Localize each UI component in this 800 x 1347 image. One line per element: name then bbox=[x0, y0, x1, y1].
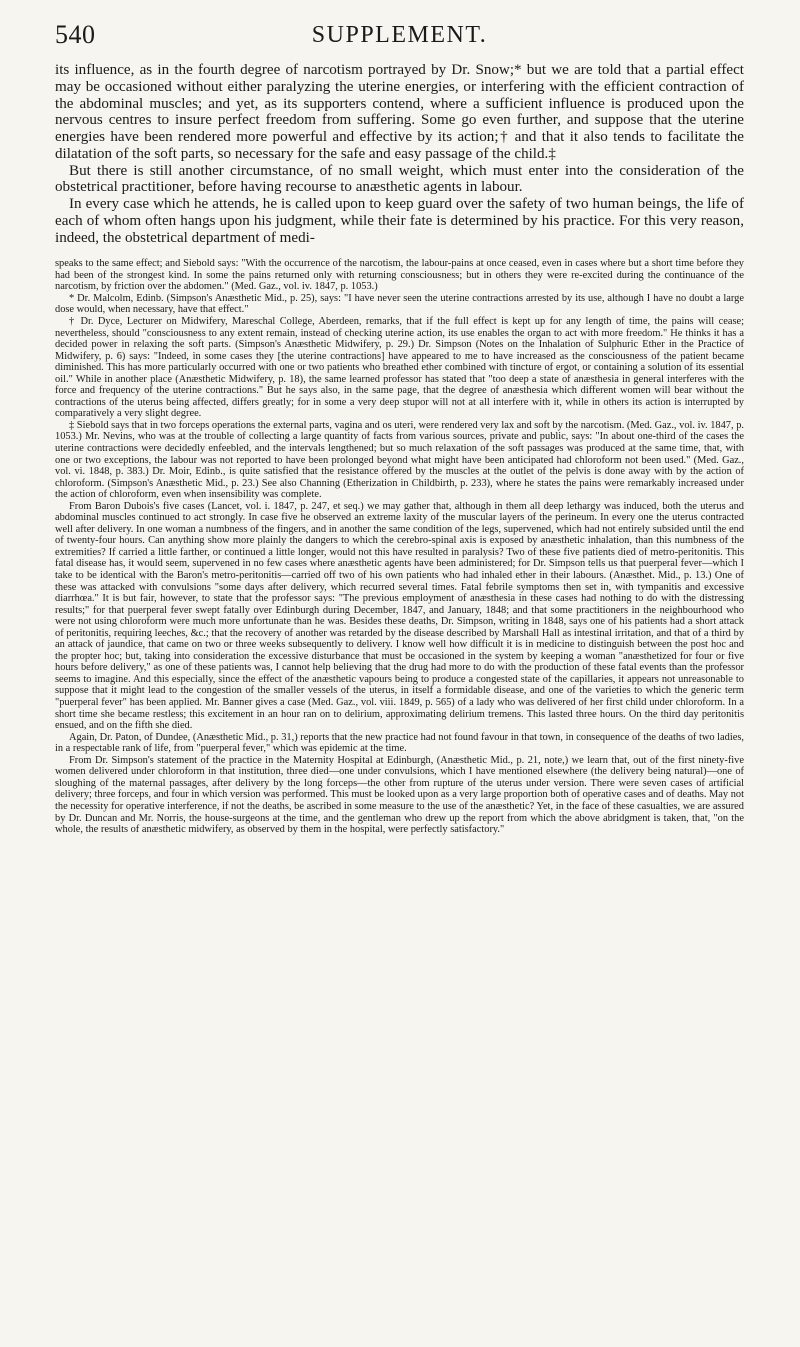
footnote-paragraph: Again, Dr. Paton, of Dundee, (Anæsthetic Mid., p. 31,) reports that the new practice had not found favour in that town, in consequence of the deaths of two ladies, in a respectable rank of life, from "puerperal fever," which was epidemic at the time. bbox=[55, 731, 744, 755]
page-header bbox=[55, 20, 744, 62]
body-paragraph: In every case which he attends, he is called upon to keep guard over the safety of two human beings, the life of each of whom often hangs upon his judgment, while their fate is determined by his practice. For this very reason, indeed, the obstetrical department of medi- bbox=[55, 196, 744, 246]
footnote-dagger: † Dr. Dyce, Lecturer on Midwifery, Mareschal College, Aberdeen, remarks, that if the full effect is kept up for any length of time, the pains will cease; nevertheless, should "consciousness to any extent remain, instead of checking uterine action, its use enables the organ to act with more freedom." He thinks it has a decided power in relaxing the soft parts. (Simpson's Anæsthetic Midwifery, p. 29.) Dr. Simpson (Notes on the Inhalation of Sulphuric Ether in the Practice of Midwifery, p. 6) says: "Indeed, in some cases they [the uterine contractions] have appeared to me to have increased as the consciousness of the patient became diminished. This has more particularly occurred with one or two patients who breathed ether combined with tincture of ergot, or containing a solution of its essential oil." While in another place (Anæsthetic Midwifery, p. 18), the same learned professor has stated that "too deep a state of anæsthesia in general interferes with the force and frequency of the uterine contractions." But he says also, in the same page, that the degree of anæsthesia which different women will bear without the contractions of the uterus being affected, differs greatly; for in some a very deep stupor will not at all interfere with it, while in others its action is interrupted by comparatively a very slight degree. bbox=[55, 315, 744, 420]
footnote-double-dagger: ‡ Siebold says that in two forceps operations the external parts, vagina and os uteri, were rendered very lax and soft by the narcotism. (Med. Gaz., vol. iv. 1847, p. 1053.) Mr. Nevins, who was at the trouble of collecting a large quantity of facts from various sources, private and public, says: "In about one-third of the cases the uterine contractions were decidedly enfeebled, and the intervals lengthened; but so much relaxation of the soft passages was produced at the same time, that, with one or two exceptions, the labour was not reported to have been prolonged beyond what might have been anticipated had chloroform not been used." (Med. Gaz., vol. vi. 1848, p. 383.) Dr. Moir, Edinb., is quite satisfied that the resistance offered by the muscles at the outlet of the pelvis is done away with by the action of chloroform. (Simpson's Anæsthetic Mid., p. 23.) See also Channing (Etherization in Childbirth, p. 233), where he states the pains were remarkably increased under the action of chloroform, even when insensibility was complete. bbox=[55, 419, 744, 501]
running-head: SUPPLEMENT. bbox=[311, 22, 488, 48]
main-text bbox=[55, 62, 744, 246]
body-paragraph: But there is still another circumstance, of no small weight, which must enter into the consideration of the obstetrical practitioner, before having recourse to anæsthetic agents in labour. bbox=[55, 162, 744, 196]
page-number: 540 bbox=[55, 20, 96, 49]
footnote-paragraph: From Dr. Simpson's statement of the practice in the Maternity Hospital at Edinburgh, (Anæsthetic Mid., p. 21, note,) we learn that, out of the first ninety-five women delivered under chloroform in that institution, three died—one under convulsions, which I have mentioned elsewhere (the delivery being natural)—one of sloughing of the maternal passages, after delivery by the long forceps—the other from rupture of the uterus under version. There were seven cases of artificial delivery; three forceps, and four in which version was performed. This must be looked upon as a very large proportion both of operative cases and of deaths. May not the necessity for operative interference, if not the deaths, be ascribed in some measure to the use of the anæsthetic? Yet, in the face of these casualties, we are assured by Dr. Duncan and Mr. Norris, the house-surgeons at the time, and the gentleman who drew up the report from which the above abridgment is taken, that, "on the whole, the results of anæsthetic midwifery, as observed by them in the hospital, were perfectly satisfactory." bbox=[55, 754, 744, 836]
body-paragraph: its influence, as in the fourth degree of narcotism portrayed by Dr. Snow;* but we are told that a partial effect may be occasioned without either paralyzing the uterine energies, or interfering with the efficient contraction of the abdominal muscles; and yet, as its supporters contend, where a sufficient influence is produced upon the nervous centres to insure perfect freedom from suffering. Some go even further, and suppose that the uterine energies have been rendered more powerful and effective by its action;† and that it also tends to facilitate the dilatation of the soft parts, so necessary for the safe and easy passage of the child.‡ bbox=[55, 62, 744, 162]
footnote-continuation: speaks to the same effect; and Siebold says: "With the occurrence of the narcotism, the labour-pains at once ceased, even in cases where but a short time before they had been of the strongest kind. In some the pains returned only with returning consciousness; but in others they were re-excited during the continuance of the narcotism, by friction over the abdomen." (Med. Gaz., vol. iv. 1847, p. 1053.) bbox=[55, 258, 744, 293]
footnotes bbox=[55, 258, 744, 835]
footnote-paragraph: From Baron Dubois's five cases (Lancet, vol. i. 1847, p. 247, et seq.) we may gather that, although in them all deep lethargy was induced, both the uterus and abdominal muscles continued to act strongly. In case five he observed an extreme laxity of the muscular layers of the perineum. In every one the uterus contracted well after delivery. In one woman a numbness of the fingers, and in another the same condition of the legs, supervened, which had not entirely subsided until the end of twenty-four hours. Can anything show more plainly the dangers to which the cerebro-spinal axis is exposed by anæsthetic inhalation, than this numbness of the extremities? If carried a little farther, or continued a little longer, would not this have resulted in paralysis? Two of these five patients died of metro-peritonitis. This fatal disease has, it would seem, supervened in no few cases where anæsthetic agents have been administered; for Dr. Simpson tells us that puerperal fever—which I take to be identical with the Baron's metro-peritonitis—carried off two of his own patients who had inhaled ether in their labours. (Anæsthet. Mid., p. 13.) One of these was attacked with convulsions "some days after delivery, which recurred several times. Fatal febrile symptoms then set in, with tympanitis and excessive diarrhœa." It is but fair, however, to state that the professor says: "The previous employment of anæsthesia in these cases had nothing to do with the distressing results;" for that puerperal fever swept fatally over Edinburgh during December, 1847, and January, 1848; and that some practitioners in the neighbourhood who were not using chloroform were much more unfortunate than he was. Besides these deaths, Dr. Simpson, writing in 1848, says one of his patients had a short attack of peritonitis, requiring leeches, &c.; that the recovery of another was retarded by the disease described by Marshall Hall as intestinal irritation, and that of a third by an attack of jaundice, that came on two or three weeks subsequently to delivery. I know well how difficult it is in medicine to distinguish between the post hoc and the propter hoc; but, taking into consideration the excessive disturbance that must be occasioned in the system by keeping a woman "anæsthetized for four or five hours before delivery," as one of these patients was, I cannot help believing that the drug had more to do with the production of these fatal events than the professor seems to imagine. And this especially, since the effect of the anæsthetic vapours being to produce a congested state of the capillaries, it appears not unreasonable to suppose that it might lead to the congestion of the smaller vessels of the uterus, in itself a formidable disease, and one of the varieties to which the generic term "puerperal fever" has been applied. Mr. Banner gives a case (Med. Gaz., vol. viii. 1849, p. 565) of a lady who was delivered of her first child under chloroform. In a short time she became restless; this excitement in an hour ran on to delirium, approximating delirium tremens. This lasted three hours. On the third day peritonitis ensued, and on the fifth she died. bbox=[55, 500, 744, 732]
footnote-asterisk: * Dr. Malcolm, Edinb. (Simpson's Anæsthetic Mid., p. 25), says: "I have never seen the uterine contractions arrested by its use, although I have no doubt a large dose would, when necessary, have that effect." bbox=[55, 292, 744, 316]
